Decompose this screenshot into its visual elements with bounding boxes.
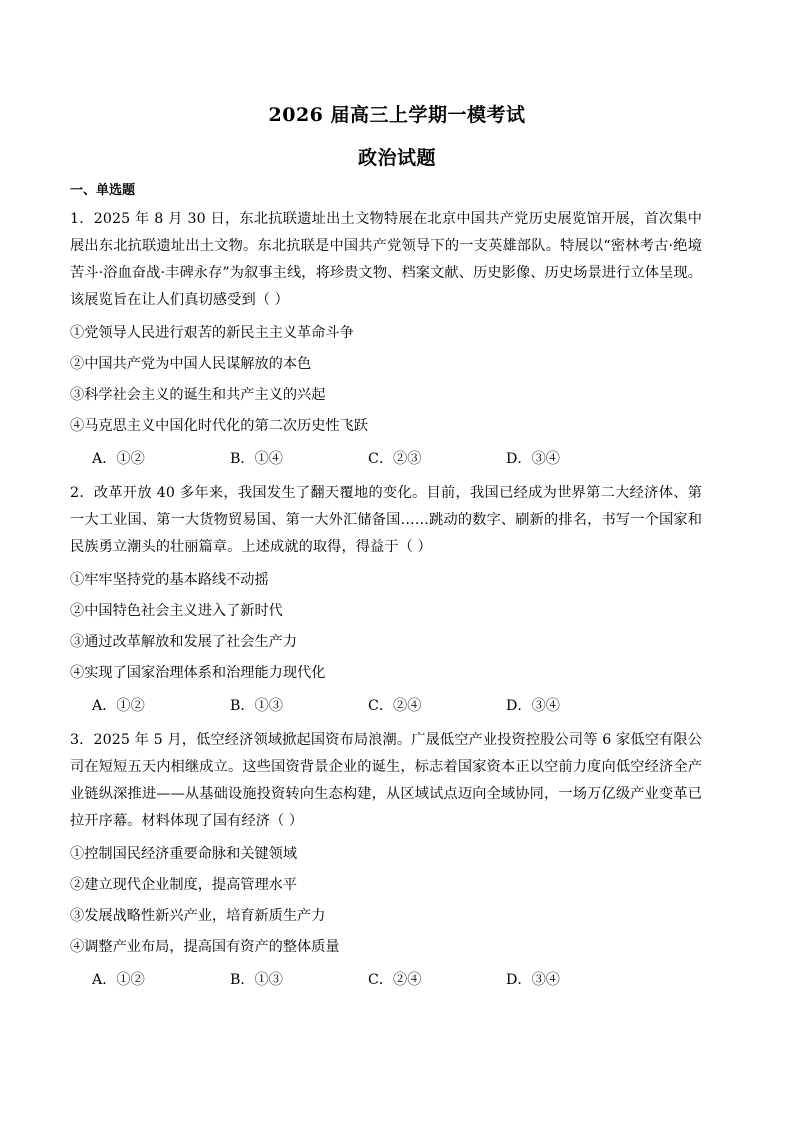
statement-item: ②中国特色社会主义进入了新时代 [70, 603, 283, 619]
question-2 [70, 480, 702, 721]
statement-item: ①控制国民经济重要命脉和关键领域 [70, 846, 298, 862]
statement-item: ④调整产业布局，提高国有资产的整体质量 [70, 939, 340, 955]
choice-c: C．②④ [368, 972, 422, 988]
question-1 [70, 206, 702, 474]
exam-title: 2026 届高三上学期一模考试 [268, 104, 526, 126]
choice-b: B．①③ [230, 972, 283, 988]
statement-item: ①党领导人民进行艰苦的新民主主义革命斗争 [70, 325, 354, 341]
choice-a: A．①② [92, 972, 145, 988]
question-stem: 1．2025 年 8 月 30 日，东北抗联遗址出土文物特展在北京中国共产党历史展览馆开展，首次集中展出东北抗联遗址出土文物。东北抗联是中国共产党领导下的一支英雄部队。特展以“密林考古·绝境苦斗·浴血奋战·丰碑永存”为叙事主线，将珍贵文物、档案文献、历史影像、历史场景进行立体呈现。该展览旨在让人们真切感受到（ ） [70, 211, 702, 308]
choice-a: A．①② [92, 451, 145, 467]
choice-b: B．①③ [230, 698, 283, 714]
choice-c: C．②④ [368, 698, 422, 714]
question-3 [70, 727, 702, 995]
answer-choices [92, 965, 702, 995]
choice-d: D．③④ [506, 972, 560, 988]
statement-list [70, 839, 702, 963]
statement-item: ④马克思主义中国化时代化的第二次历史性飞跃 [70, 418, 368, 434]
question-stem: 3．2025 年 5 月，低空经济领域掀起国资布局浪潮。广晟低空产业投资控股公司等 6 家低空有限公司在短短五天内相继成立。这些国资背景企业的诞生，标志着国家资本正以空前力度向低空经济全产业链纵深推进——从基础设施投资转向生态构建，从区域试点迈向全域协同，一场万亿级产业变革已拉开序幕。材料体现了国有经济（ ） [70, 732, 702, 829]
choice-b: B．①④ [230, 451, 283, 467]
statement-item: ③通过改革解放和发展了社会生产力 [70, 634, 298, 650]
statement-item: ②中国共产党为中国人民谋解放的本色 [70, 356, 312, 372]
statement-item: ③科学社会主义的诞生和共产主义的兴起 [70, 387, 326, 403]
answer-choices [92, 444, 702, 474]
statement-list [70, 318, 702, 442]
statement-item: ④实现了国家治理体系和治理能力现代化 [70, 665, 326, 681]
statement-item: ①牢牢坚持党的基本路线不动摇 [70, 572, 269, 588]
statement-list [70, 565, 702, 689]
choice-a: A．①② [92, 698, 145, 714]
statement-item: ②建立现代企业制度，提高管理水平 [70, 877, 298, 893]
question-stem: 2．改革开放 40 多年来，我国发生了翻天覆地的变化。目前，我国已经成为世界第二大经济体、第一大工业国、第一大货物贸易国、第一大外汇储备国……跳动的数字、刷新的排名，书写一个国家和民族勇立潮头的壮丽篇章。上述成就的取得，得益于（ ） [70, 485, 702, 555]
statement-item: ③发展战略性新兴产业，培育新质生产力 [70, 908, 326, 924]
section-title: 一、单选题 [70, 183, 136, 198]
choice-c: C．②③ [368, 451, 422, 467]
answer-choices [92, 691, 702, 721]
exam-subtitle: 政治试题 [357, 147, 436, 169]
choice-d: D．③④ [506, 451, 560, 467]
choice-d: D．③④ [506, 698, 560, 714]
